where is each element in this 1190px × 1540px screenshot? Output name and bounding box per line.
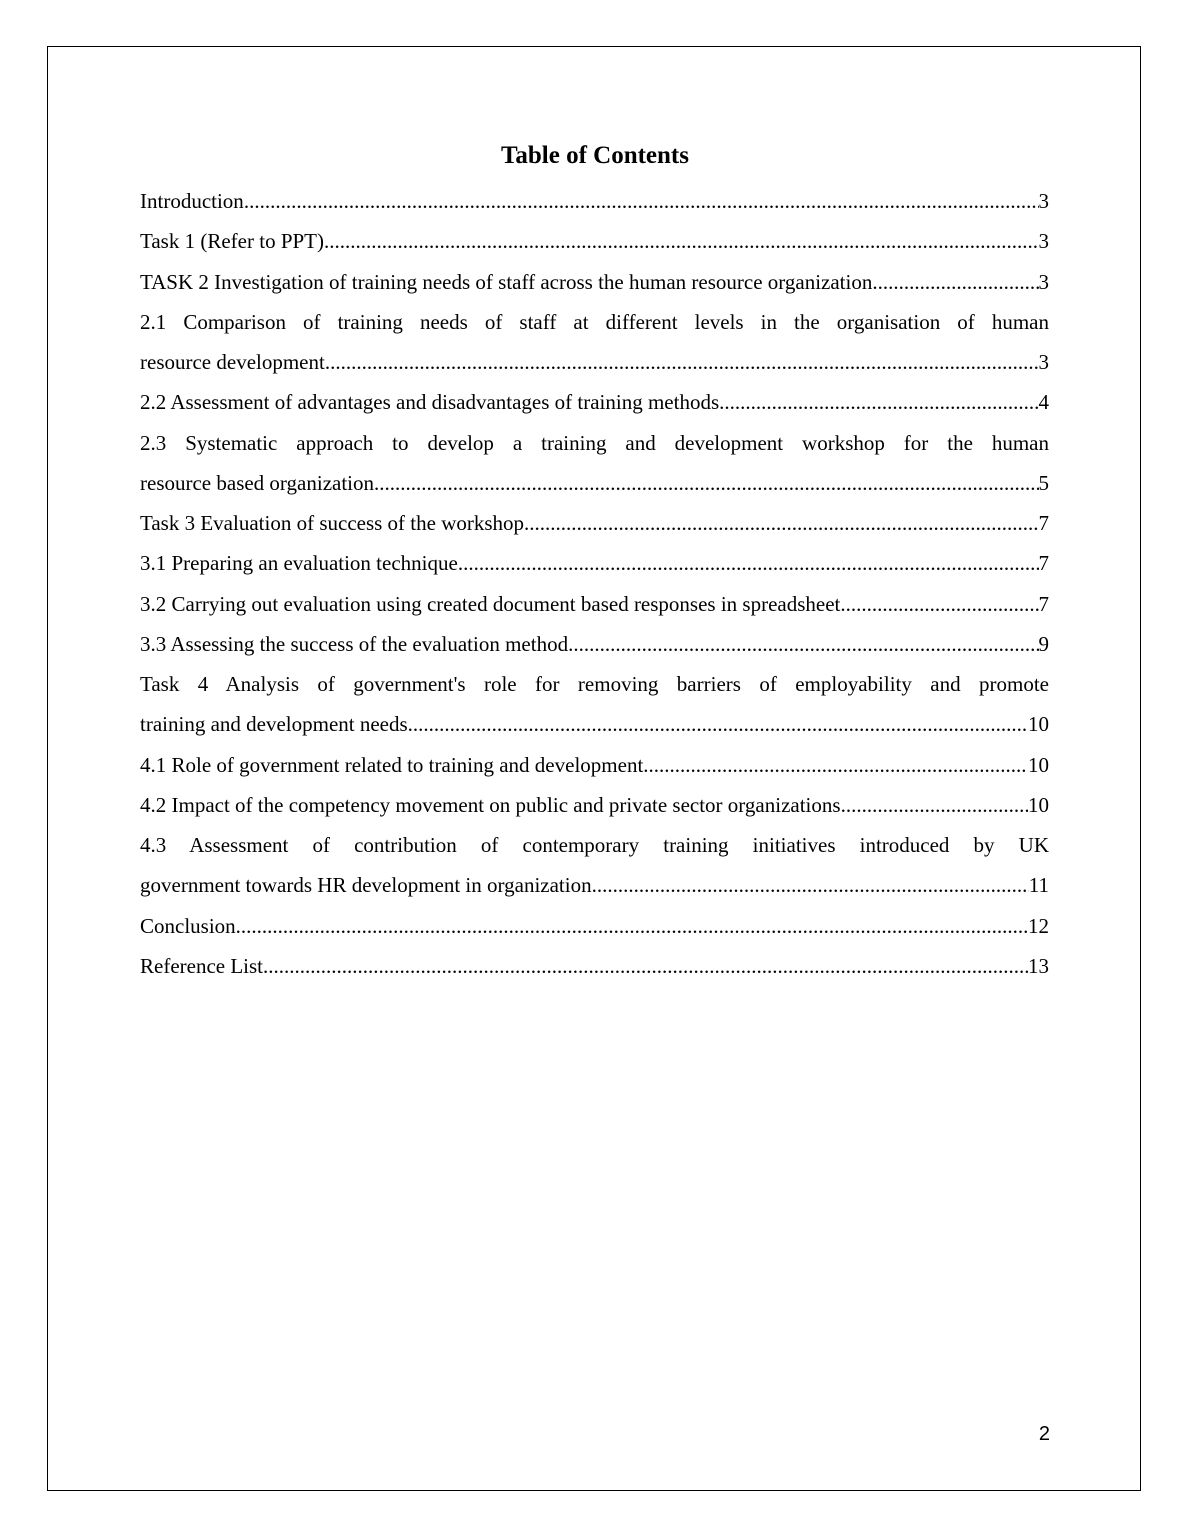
toc-entry-conclusion[interactable]	[140, 906, 1049, 946]
toc-entry-page: 7	[1038, 551, 1049, 576]
toc-entry-page: 5	[1038, 470, 1049, 495]
dot-leader	[841, 785, 1028, 825]
toc-title: Table of Contents	[501, 142, 689, 169]
toc-entry-task-2[interactable]	[140, 262, 1049, 302]
toc-entry-reference-list[interactable]	[140, 946, 1049, 986]
dot-leader	[374, 463, 1038, 503]
toc-entry-page: 10	[1028, 712, 1049, 737]
dot-leader	[408, 704, 1028, 744]
toc-entry-2-3[interactable]	[140, 423, 1049, 504]
toc-entry-text: resource based organization	[140, 470, 375, 495]
toc-entry-page: 12	[1028, 913, 1049, 938]
dot-leader	[458, 543, 1039, 583]
toc-entry-text: Task 1 (Refer to PPT)	[140, 229, 324, 254]
toc-entry-text: Introduction	[140, 189, 244, 213]
toc-entry-text: 4.2 Impact of the competency movement on public and private sector organizations	[140, 792, 841, 817]
toc-entry-text-line1: Task 4 Analysis of government's role for removing barriers of employability and promote	[140, 672, 1049, 696]
toc-entry-text: Reference List	[140, 953, 264, 978]
toc-entry-text: 3.2 Carrying out evaluation using created document based responses in spreadsheet	[140, 591, 841, 616]
toc-entry-task-3[interactable]	[140, 503, 1049, 543]
dot-leader	[719, 382, 1038, 422]
dot-leader	[840, 584, 1038, 624]
toc-entry-page: 10	[1028, 752, 1049, 777]
toc-entry-text-line1: 2.3 Systematic approach to develop a training and development workshop for the human	[140, 430, 1049, 455]
toc-entry-text: 3.1 Preparing an evaluation technique	[140, 551, 458, 576]
toc-entry-text: 4.1 Role of government related to training and development	[140, 752, 644, 777]
toc-entry-text: 3.3 Assessing the success of the evaluation method	[140, 631, 569, 656]
dot-leader	[244, 181, 1039, 221]
toc-entry-page: 11	[1028, 873, 1049, 898]
toc-entry-2-2[interactable]	[140, 382, 1049, 422]
toc-entry-page: 3	[1038, 189, 1049, 213]
toc-entry-3-2[interactable]	[140, 584, 1049, 624]
dot-leader	[236, 906, 1028, 946]
toc-entry-text: government towards HR development in organization	[140, 873, 592, 898]
toc-entry-4-2[interactable]	[140, 785, 1049, 825]
toc-entry-page: 7	[1038, 591, 1049, 616]
toc-entry-3-3[interactable]	[140, 624, 1049, 664]
toc-entry-text: training and development needs	[140, 712, 408, 737]
table-of-contents	[140, 181, 1049, 986]
page-number: 2	[1038, 1423, 1050, 1445]
toc-entry-page: 13	[1028, 953, 1049, 978]
dot-leader	[263, 946, 1028, 986]
dot-leader	[643, 745, 1028, 785]
toc-entry-4-1[interactable]	[140, 745, 1049, 785]
toc-entry-task-4[interactable]	[140, 664, 1049, 745]
toc-entry-introduction[interactable]	[140, 181, 1049, 221]
toc-entry-page: 4	[1038, 390, 1049, 415]
toc-entry-page: 3	[1038, 269, 1049, 294]
toc-entry-task-1[interactable]	[140, 221, 1049, 261]
toc-entry-4-3[interactable]	[140, 825, 1049, 906]
dot-leader	[325, 342, 1039, 382]
dot-leader	[568, 624, 1038, 664]
toc-entry-page: 3	[1038, 350, 1049, 374]
toc-entry-text: Conclusion	[140, 913, 236, 938]
toc-entry-text: 2.2 Assessment of advantages and disadvantages of training methods	[140, 390, 720, 415]
dot-leader	[872, 262, 1038, 302]
toc-entry-page: 7	[1038, 511, 1049, 535]
toc-entry-page: 10	[1028, 792, 1049, 817]
toc-entry-page: 9	[1038, 631, 1049, 656]
toc-entry-text: resource development	[140, 350, 325, 374]
dot-leader	[324, 221, 1039, 261]
dot-leader	[524, 503, 1038, 543]
dot-leader	[592, 865, 1029, 905]
toc-entry-2-1[interactable]	[140, 302, 1049, 383]
toc-entry-text: Task 3 Evaluation of success of the workshop	[140, 511, 525, 535]
toc-entry-text-line1: 2.1 Comparison of training needs of staff at different levels in the organisation of human	[140, 309, 1049, 334]
toc-entry-3-1[interactable]	[140, 543, 1049, 583]
toc-entry-text: TASK 2 Investigation of training needs of staff across the human resource organization	[140, 269, 873, 294]
toc-entry-text-line1: 4.3 Assessment of contribution of contemporary training initiatives introduced by UK	[140, 833, 1049, 857]
toc-entry-page: 3	[1038, 229, 1049, 254]
